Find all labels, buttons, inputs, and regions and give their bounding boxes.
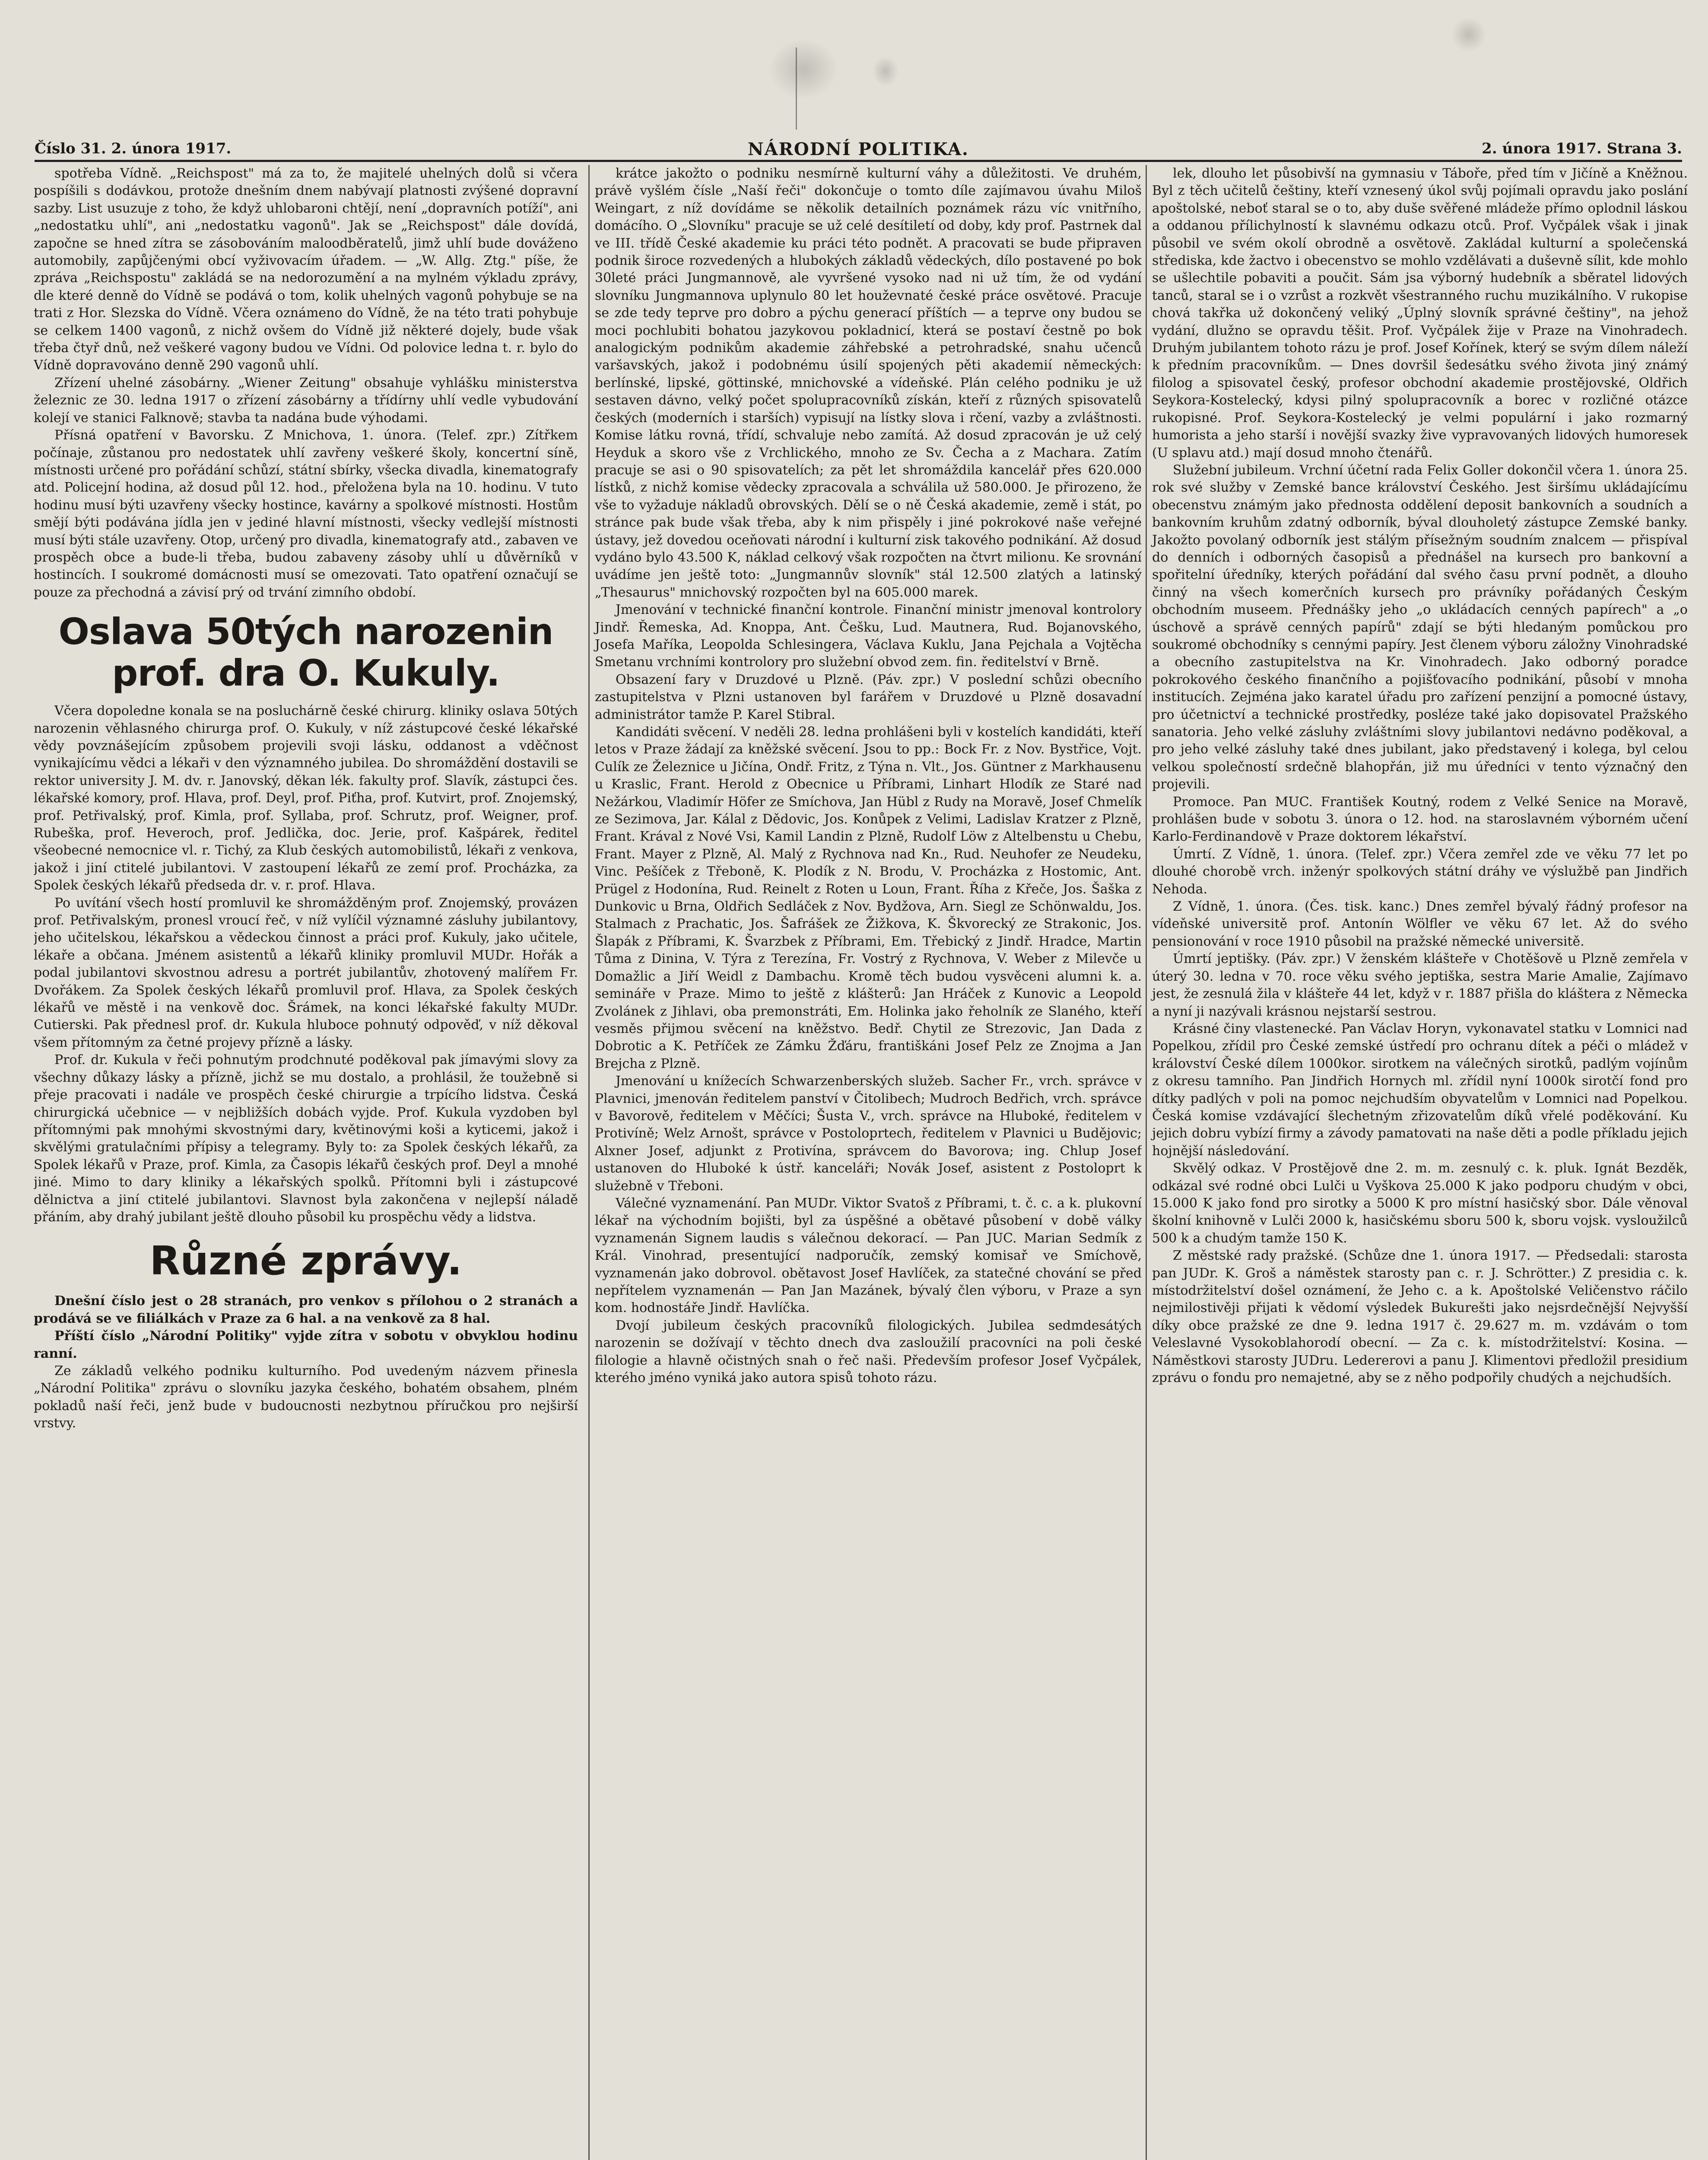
article-paragraph: Promoce. Pan MUC. František Koutný, rodem z Velké Senice na Moravě, prohlášen bude v sobotu 3. února o 12. hod. na staroslavném výborném učení Karlo-Ferdinandově v Praze doktorem lékařství. (1152, 794, 1688, 845)
article-paragraph: lek, dlouho let působivší na gymnasiu v Táboře, před tím v Jičíně a Kněžnou. Byl z těch učitelů češtiny, kteří vznesený úkol svůj pojímali opravdu jako poslání apoštolské, neboť staral se o to, aby duše svěřené mládeže přímo oplodnil láskou a oddanou přílichylností k slavnému odkazu otců. Prof. Vyčpálek však i jinak působil ve svém okolí obrodně a osvětově. Zakládal kulturní a společenská střediska, kde žactvo i obecenstvo se mohlo vzdělávati a duševně sílit, kde mohlo se ušlechtile pobaviti a poučit. Sám jsa výborný hudebník a sběratel lidových tanců, staral se i o vzrůst a rozkvět všestranného ruchu muzikálního. V rukopise chová takřka už dokončený veliký „Úplný slovník správné češtiny", na jehož vydání, dlužno se opravdu těšit. Prof. Vyčpálek žije v Praze na Vinohradech. Druhým jubilantem tohoto rázu je prof. Josef Kořínek, který se svým dílem náleží k předním pracovníkům. — Dnes dovršil šedesátku svého života jiný známý filolog a spisovatel český, profesor obchodní akademie prostějovské, Oldřich Seykora-Kostelecký, kdysi pilný spolupracovník a borec v rozličné otázce rukopisné. Prof. Seykora-Kostelecký je velmi populární i jako rozmarný humorista a jeho starší i novější svazky žive vypravovaných lidových humoresek (U splavu atd.) mají dosud mnoho čtenářů. (1152, 166, 1688, 461)
ink-smudge (1451, 17, 1486, 52)
notice-paragraph: Příští číslo „Národní Politiky" vyjde zítra v sobotu v obvyklou hodinu ranní. (34, 1328, 578, 1361)
page-header (35, 137, 1682, 162)
article-heading-kukula: Oslava 50tých narozenin prof. dra O. Kukuly. (58, 610, 553, 695)
article-paragraph: Služební jubileum. Vrchní účetní rada Felix Goller dokončil včera 1. února 25. rok své služby v Zemské bance království Českého. Jest širšímu ukládajícímu obecenstvu známým jako přednosta oddělení deposit bankovních a soudních a bankovním kruhům zdatný odborník, býval dlouholetý zástupce Zemské banky. Jakožto povolaný odborník jest stálým přísežným soudním znalcem — přispíval do denních i odborných časopisů a přednášel na kursech pro bankovní a spořitelní úředníky, kterých pořádání dal svého času první podnět, a dlouho činný na všech komerčních kursech pro právníky pořádaných Českým obchodním museem. Přednášky jeho „o ukládacích cenných papírech" a „o úschově a správě cenných papírů" zdají se býti hledaným pomůckou pro soukromé obchodníky s cennými papíry. Jest členem výboru záložny Vinohradské a obecního zastupitelstva na Kr. Vinohradech. Jako odborný poradce pokrokového českého finančního a pojišťovacího podnikání, působí v mnoha institucích. Zejména jako karatel úřadu pro zařízení penzijní a pomocné ústavy, pro účetnictví a technické prostředky, posléze také jako dopisovatel Pražského sanatoria. Jeho velké zásluhy zvláštními slovy jubilantovi nedávno poděkoval, a pro jeho velké zásluhy také dnes jubilant, jako představený i kolega, byl celou velkou společností srdečně blahopřán, již mu úředníci v tento význačný den projevili. (1152, 462, 1688, 792)
article-paragraph: Prof. dr. Kukula v řeči pohnutým prodchnuté poděkoval pak jímavými slovy za všechny důkazy lásky a přízně, jichž se mu dostalo, a prohlásil, že toužebně si přeje pracovati i nadále ve prospěch české chirurgie a trpícího lidstva. Česká chirurgická učebnice — v nejbližších dobách vyjde. Prof. Kukula vyzdoben byl přítomnými pak mnohými skvostnými dary, květinovými koši a kyticemi, jakož i skvělými gratulačními přípisy a telegramy. Byly to: za Spolek českých lékařů, za Spolek lékařů v Praze, prof. Kimla, za Časopis lékařů českých prof. Deyl a mnohé jiné. Mimo to dary kliniky a lékařských spolků. Přítomni byli i zástupcové dělnictva a jiní ctitelé jubilantovi. Slavnost byla zakončena v nejlepší náladě přáním, aby drahý jubilant ještě dlouho působil ku prospěchu vědy a lidstva. (34, 1052, 578, 1225)
article-paragraph: Krásné činy vlastenecké. Pan Václav Horyn, vykonavatel statku v Lomnici nad Popelkou, zřídil pro České zemské ústředí pro ochranu dítek a péči o mládež v království České dílem 1000kor. sirotkem na válečných sirotků, padlým vojínům z okresu tamního. Pan Jindřich Hornych ml. zřídil nyní 1000k sirotčí fond pro dítky padlých v poli na pomoc nejchudším obyvatelům v Lomnici nad Popelkou. Česká komise vzdávající šlechetným zřizovatelům díků vřelé poděkování. Ku jejich dobru vybízí firmy a závody pamatovati na naše děti a podle příkladu jejich hojnější následování. (1152, 1021, 1688, 1159)
article-paragraph: krátce jakožto o podniku nesmírně kulturní váhy a důležitosti. Ve druhém, právě vyšlém čísle „Naší řeči" dokončuje o tomto díle zajímavou úvahu Miloš Weingart, z níž dovídáme se několik detailních poznámek rázu víc vnitřního, domácího. O „Slovníku" pracuje se už celé desítiletí od doby, kdy prof. Pastrnek dal ve III. třídě České akademie ku práci této podnět. A pracovati se bude připraven podnik široce rozvedených a hlubokých základů vědeckých, dílo postavené po bok 30leté práci Jungmannově, ale vyvršené vysoko nad ni už tím, že od vydání slovníku Jungmannova uplynulo 80 let houževnaté české práce osvětové. Pracuje se zde tedy teprve pro dobro a pýchu generací příštích — a teprve ony budou se moci pochlubiti bohatou jazykovou pokladnicí, která se postaví čestně po bok analogickým podnikům akademie záhřebské a petrohradské, snahu učenců varšavských, jakož i podobnému úsilí spojených pěti akademií německých: berlínské, lipské, göttinské, mnichovské a vídeňské. Plán celého podniku je už sestaven dávno, velký počet spolupracovníků získán, kteří z různých spisovatelů českých (moderních i starších) vypisují na lístky slova i rčení, vazby a zvláštnosti. Komise látku rovná, třídí, schvaluje nebo zamítá. Až dosud zpracován je už celý Heyduk a skoro vše z Vrchlického, mnoho ze Sv. Čecha a z Machara. Zatím pracuje se asi o 90 spisovatelích; za pět let shromáždila kancelář přes 620.000 lístků, z nichž komise vědecky zpracovala a schválila už 580.000. Je přirozeno, že vše to vyžaduje nákladů obrovských. Dělí se o ně Česká akademie, země i stát, po stránce pak bude však třeba, aby k nim přispěly i jiné pokrokové naše veřejné ústavy, jež dovedou oceňovati národní i kulturní zisk takového podnikání. Až dosud vydáno bylo 43.500 K, náklad celkový však rozpočten na čtvrt milionu. Ke srovnání uvádíme jen ještě toto: „Jungmannův slovník" stál 12.500 zlatých a latinský „Thesaurus" mnichovský rozpočten byl na 605.000 marek. (595, 166, 1142, 600)
article-paragraph: Válečné vyznamenání. Pan MUDr. Viktor Svatoš z Příbrami, t. č. c. a k. plukovní lékař na východním bojišti, byl za úspěšné a obětavé působení v době války vyznamenán Signem laudis s válečnou dekorací. — Pan JUC. Marian Sedmík z Král. Vinohrad, presentující nadporučík, zemský komisař ve Smíchově, vyznamenán jako dobrovol. obětavost Josef Havlíček, za statečné chování se před nepřítelem vyznamenán — Pan Jan Mazánek, bývalý člen výboru, v Praze a syn kom. hodnostáře Jindř. Havlíčka. (595, 1195, 1142, 1316)
article-paragraph: Skvělý odkaz. V Prostějově dne 2. m. m. zesnulý c. k. pluk. Ignát Bezděk, odkázal své rodné obci Lulči u Vyškova 25.000 K jako podporu chudým v obci, 15.000 K jako fond pro sirotky a 5000 K pro místní hasičský sbor. Dále věnoval školní knihovně v Lulči 2000 k, hasičskému sboru 500 k, sboru vojsk. vysloužilců 500 k a chudým tamže 150 K. (1152, 1161, 1688, 1246)
article-paragraph: Jmenování u knížecích Schwarzenberských služeb. Sacher Fr., vrch. správce v Plavnici, jmenován ředitelem panství v Čitolibech; Mudroch Bedřich, vrch. správce v Bavorově, ředitelem v Měčíci; Šusta V., vrch. správce na Hluboké, ředitelem v Protivíně; Welz Arnošt, správce v Postoloprtech, ředitelem v Plavnici u Budějovic; Alxner Josef, adjunkt z Protivína, správcem do Bavorova; ing. Chlup Josef ustanoven do Hluboké k ústř. kanceláři; Novák Josef, asistent z Postoloprt k služebně v Třeboni. (595, 1074, 1142, 1194)
article-paragraph: Ze základů velkého podniku kulturního. Pod uvedeným názvem přinesla „Národní Politika" zprávu o slovníku jazyka českého, bohatém obsahem, plném pokladů naší řeči, jenž bude v budoucnosti nezbytnou příručkou pro nejširší vrstvy. (34, 1363, 578, 1431)
section-heading-ruzne-zpravy: Různé zprávy. (149, 1238, 462, 1284)
column-1 (34, 165, 578, 2160)
article-paragraph: Z městské rady pražské. (Schůze dne 1. února 1917. — Předsedali: starosta pan JUDr. K. Groš a náměstek starosty pan c. r. J. Schrötter.) Z presidia c. k. místodržitelství došel oznámení, že Jeho c. a k. Apoštolské Veličenstvo ráčilo nejmilostivěji přijati k vědomí výsledek Bukurešti jako nejsrdečnější Nejvyšší díky obce pražské ze dne 9. ledna 1917 č. 29.627 m. m. vzdávám o tom Veleslavné Vysokoblahorodí obecní. — Za c. k. místodržitelství: Kosina. — Náměstkovi starosty JUDru. Ledererovi a panu J. Klimentovi předložil presidium zprávu o fondu pro nemajetné, aby se z něho podpořily chudých a nejchudších. (1152, 1248, 1688, 1386)
column-3 (1146, 165, 1688, 2160)
article-paragraph: Kandidáti svěcení. V neděli 28. ledna prohlášeni byli v kostelích kandidáti, kteří letos v Praze žádají za kněžské svěcení. Jsou to pp.: Bock Fr. z Nov. Bystřice, Vojt. Culík ze Železnice u Jičína, Ondř. Fritz, z Týna n. Vlt., Jos. Güntner z Markhausenu u Kraslic, Frant. Herold z Obecnice u Příbrami, Linhart Hlodík ze Staré nad Nežárkou, Vladimír Höfer ze Smíchova, Jan Hübl z Rudy na Moravě, Josef Chmelík ze Sezimova, Jar. Kálal z Dědovic, Jos. Konůpek z Velimi, Ladislav Kratzer z Plzně, Frant. Krával z Nové Vsi, Kamil Landin z Plzně, Rudolf Löw z Altelbenstu u Chebu, Frant. Mayer z Plzně, Al. Malý z Rychnova nad Kn., Rud. Neuhofer ze Neudeku, Vinc. Pešíček z Třeboně, K. Plodík z N. Brodu, V. Procházka z Hostomic, Ant. Prügel z Hodonína, Rud. Reinelt z Roten u Loun, Frant. Říha z Křeče, Jos. Šaška z Dunkovic u Brna, Oldřich Sedláček z Nov. Bydžova, Arn. Siegl ze Schönwaldu, Jos. Stalmach z Prachatic, Jos. Šafrášek ze Žižkova, K. Škvorecký ze Strakonic, Jos. Šlapák z Příbrami, K. Švarzbek z Příbrami, Em. Třebický z Jindř. Hradce, Martin Tůma z Dinina, V. Týra z Terezína, Fr. Vostrý z Rychnova, V. Weber z Milevče u Domažlic a Jiří Weidl z Dambachu. Kromě těch budou vysvěceni alumni k. a. semináře v Praze. Mimo to ještě z klášterů: Jan Hráček z Kunovic a Leopold Zvolánek z Jihlavi, oba premonstráti, Em. Holinka jako řeholník ze Slaného, kteří vesměs přijmou svěcení na kněžstvo. Bedř. Chytil ze Strezovic, Jan Dada z Dobrotic a K. Petříček ze Zámku Žďáru, františkáni Josef Pelz ze Znojma a Jan Brejcha z Plzně. (595, 724, 1142, 1071)
ink-smudge (873, 56, 898, 86)
article-paragraph: Úmrtí jeptišky. (Páv. zpr.) V ženském klášteře v Chotěšově u Plzně zemřela v úterý 30. ledna v 70. roce věku svého jeptiška, sestra Marie Amalie, Zajímavo jest, že zesnulá žila v klášteře 44 let, když v r. 1887 přišla do kláštera z Německa a nyní ji nazývali krásnou nejstarší sestrou. (1152, 951, 1688, 1019)
article-paragraph: spotřeba Vídně. „Reichspost" má za to, že majitelé uhelných dolů si včera pospíšili s dodávkou, protože dnešním dnem nabývají platnosti zvýšené dopravní sazby. List usuzuje z toho, že když uhlobaroni chtějí, není „dopravních potíží", ani „nedostatku uhlí", ani „nedostatku vagonů". Jak se „Reichspost" dále dovídá, započne se hned zítra se zásobováním maloodběratelů, jimž uhlí bude dováženo automobily, zapůjčenými obcí vyživovacím úřadem. — „W. Allg. Ztg." píše, že zpráva „Reichspostu" zakládá se na nedorozumění a na mylném výkladu zprávy, dle které denně do Vídně se podává o tom, kolik uhelných vagonů pohybuje se na trati z Hor. Slezska do Vídně. Včera oznámeno do Vídně, že na této trati pohybuje se celkem 1400 vagonů, z nichž ovšem do Vídně již některé dojely, bude však třeba čtyř dnů, než veškeré vagony budou ve Vídni. Od polovice ledna t. r. bylo do Vídně dopravováno denně 290 vagonů uhlí. (34, 166, 578, 373)
ink-smudge (769, 39, 838, 99)
article-paragraph: Úmrtí. Z Vídně, 1. února. (Telef. zpr.) Včera zemřel zde ve věku 77 let po dlouhé chorobě vrch. inženýr spolkových státní dráhy ve výslužbě pan Jindřich Nehoda. (1152, 846, 1688, 897)
article-paragraph: Jmenování v technické finanční kontrole. Finanční ministr jmenoval kontrolory Jindř. Řemeska, Ad. Knoppa, Ant. Češku, Lud. Mautnera, Rud. Bojanovského, Josefa Maříka, Leopolda Schlesingera, Václava Kuklu, Jana Pejchala a Vojtěcha Smetanu vrchními kontrolory pro služební obvod zem. fin. ředitelství v Brně. (595, 602, 1142, 670)
article-paragraph: Včera dopoledne konala se na posluchárně české chirurg. kliniky oslava 50tých narozenin věhlasného chirurga prof. O. Kukuly, v níž zástupcové české lékařské vědy povznášejícím způsobem projevili svoji lásku, oddanost a vděčnost vynikajícímu vědci a lékaři v den významného jubilea. Do shromáždění dostavili se rektor university J. M. dv. r. Janovský, děkan lék. fakulty prof. Slavík, zástupci čes. lékařské komory, prof. Hlava, prof. Deyl, prof. Piťha, prof. Kutvirt, prof. Znojemský, prof. Petřivalský, prof. Kimla, prof. Syllaba, prof. Schrutz, prof. Weigner, prof. Rubeška, prof. Heveroch, prof. Jedlička, doc. Jerie, prof. Kašpárek, ředitel všeobecné nemocnice vl. r. Tichý, za Klub českých automobilistů, lékaři z venkova, jakož i jiní ctitelé jubilantovi. V zastoupení lékařů ze zemí prof. Procházka, za Spolek českých lékařů předseda dr. v. r. prof. Hlava. (34, 703, 578, 893)
article-paragraph: Dvojí jubileum českých pracovníků filologických. Jubilea sedmdesátých narozenin se dožívají v těchto dnech dva zasloužilí pracovníci na poli české filologie a hlavně očistných snah o řeč naši. Především profesor Josef Vyčpálek, kterého jméno vyniká jako autora spisů tohoto rázu. (595, 1318, 1142, 1386)
notice-paragraph: Dnešní číslo jest o 28 stranách, pro venkov s přílohou o 2 stranách a prodává se ve filiálkách v Praze za 6 hal. a na venkově za 8 hal. (34, 1293, 578, 1326)
article-paragraph: Přísná opatření v Bavorsku. Z Mnichova, 1. února. (Telef. zpr.) Zítřkem počínaje, zůstanou pro nedostatek uhlí zavřeny veškeré školy, koncertní síně, místnosti určené pro pořádání schůzí, státní sbírky, všecka divadla, kinematografy atd. Policejní hodina, až dosud půl 12. hod., přeložena byla na 10. hodinu. V tuto hodinu musí býti uzavřeny všecky hostince, kavárny a spolkové místnosti. Hostům smějí býti podávána jídla jen v jediné hlavní místnosti, všecky vedlejší místnosti musí býti stále uzavřeny. Otop, určený pro divadla, kinematografy atd., zabaven ve prospěch obce a bude-li třeba, budou zabaveny zásoby uhlí u důvěrníků v hostincích. I soukromé domácnosti musí se omezovati. Tato opatření označují se pouze za přechodná a závisí prý od trvání zimního období. (34, 428, 578, 600)
article-paragraph: Z Vídně, 1. února. (Čes. tisk. kanc.) Dnes zemřel bývalý řádný profesor na vídeňské universitě prof. Antonín Wölfler ve věku 67 let. Až do svého pensionování v roce 1910 působil na pražské německé universitě. (1152, 899, 1688, 949)
pencil-mark (796, 48, 797, 130)
header-date-page: 2. února 1917. Strana 3. (1482, 140, 1682, 157)
article-paragraph: Zřízení uhelné zásobárny. „Wiener Zeitung" obsahuje vyhlášku ministerstva železnic ze 30. ledna 1917 o zřízení zásobárny a třídírny uhlí vedle vybudování kolejí ve stanici Falknově; stavba ta nadána bude výhodami. (34, 375, 578, 426)
masthead-title: NÁRODNÍ POLITIKA. (748, 139, 969, 159)
article-paragraph: Obsazení fary v Druzdové u Plzně. (Páv. zpr.) V poslední schůzi obecního zastupitelstva v Plzni ustanoven byl farářem v Druzdové u Plzně dosavadní administrátor tamže P. Karel Stibral. (595, 672, 1142, 722)
header-issue: Číslo 31. 2. února 1917. (35, 140, 232, 157)
column-2 (588, 165, 1142, 2160)
article-paragraph: Po uvítání všech hostí promluvil ke shromážděným prof. Znojemský, provázen prof. Petřivalským, pronesl vroucí řeč, v níž vylíčil významné zásluhy jubilantovy, jeho učitelskou, lékařskou a vědeckou činnost a práci prof. Kukuly, jako učitele, lékaře a občana. Jménem asistentů a lékařů kliniky promluvil MUDr. Hořák a podal jubilantovi skvostnou adresu a portrét jubilantův, zhotovený malířem Fr. Dvořákem. Za Spolek českých lékařů promluvil prof. Hlava, za Spolek českých lékařů ve městě i na venkově doc. Šrámek, na konci lékařské fakulty MUDr. Cutierski. Pak přednesl prof. dr. Kukula hluboce pohnutý odpověď, v níž děkoval všem přítomným za četné projevy přízně a lásky. (34, 895, 578, 1050)
